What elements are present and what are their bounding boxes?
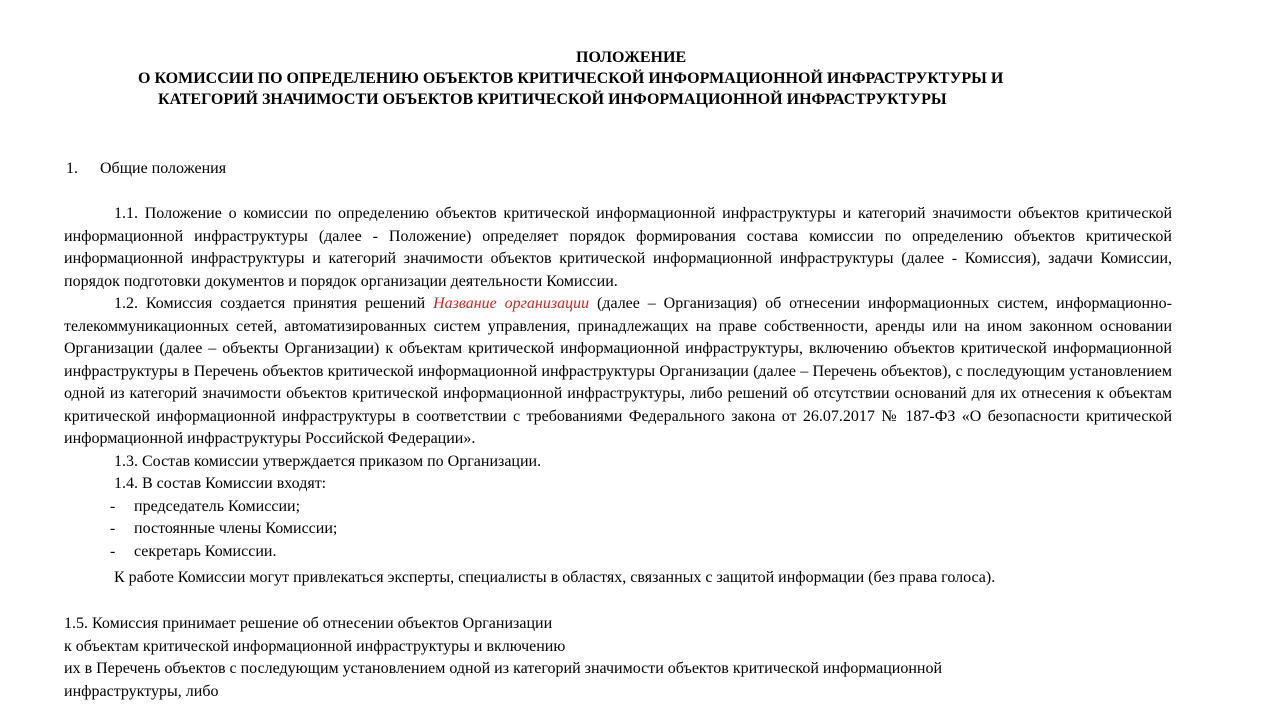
list-bullet: - [110, 497, 116, 515]
section-number: 1. [66, 160, 78, 177]
list-item [64, 541, 1172, 564]
experts-paragraph: К работе Комиссии могут привлекаться эксперты, специалисты в областях, связанных с защитой информации (без права голоса). [114, 569, 996, 586]
paragraph-1-5-line-1: 1.5. Комиссия принимает решение об отнесении объектов Организации [64, 615, 553, 632]
list-item-text: председатель Комиссии; [134, 497, 301, 515]
paragraph-1-2 [64, 293, 1172, 451]
paragraph-1-4: 1.4. В состав Комиссии входят: [114, 475, 327, 492]
organization-name-placeholder: Название организации [433, 295, 590, 312]
section-heading [66, 158, 226, 180]
paragraph-1-5-line-3: их в Перечень объектов с последующим установлением одной из категорий значимости объектов критической информационной [64, 660, 943, 677]
paragraph-1-2-rest: (далее – Организация) об отнесении информационных систем, информационно-телекоммуникационных сетей, автоматизированных систем управления, принадлежащих на праве собственности, аренды или на ином законном основании Организации (далее – объекты Организации) к объектам критической информационной инфраструктуры, включению объектов критической информационной инфраструктуры в Перечень объектов критической информационной инфраструктуры Организации (далее – Перечень объектов), с последующим установлением одной из категорий значимости объектов критической информационной инфраструктуры, либо решений об отсутствии оснований для их отнесения к объектам критической информационной инфраструктуры в соответствии с требованиями Федерального закона от 26.07.2017 № 187-ФЗ «О безопасности критической информационной инфраструктуры Российской Федерации». [64, 295, 1173, 447]
paragraph-1-5-line-2: к объектам критической информационной инфраструктуры и включению [64, 637, 566, 655]
title-line-1: ПОЛОЖЕНИЕ [576, 49, 687, 66]
title-line-3: КАТЕГОРИЙ ЗНАЧИМОСТИ ОБЪЕКТОВ КРИТИЧЕСКОЙ ИНФОРМАЦИОННОЙ ИНФРАСТРУКТУРЫ [158, 91, 947, 108]
list-bullet: - [110, 520, 116, 537]
list-item [64, 518, 1172, 541]
paragraph-1-5-line-4: инфраструктуры, либо [64, 682, 219, 700]
section-title: Общие положения [100, 160, 227, 177]
list-item [64, 496, 1172, 519]
paragraph-1-3: 1.3. Состав комиссии утверждается приказом по Организации. [114, 452, 542, 470]
paragraph-1-1: 1.1. Положение о комиссии по определению объектов критической информационной инфраструктуры и категорий значимости объектов критической информационной инфраструктуры (далее - Положение) определяет порядок формирования состава комиссии по определению объектов критической информационной инфраструктуры и категорий значимости объектов критической информационной инфраструктуры (далее - Комиссия), задачи Комиссии, порядок подготовки документов и порядок организации деятельности Комиссии. [64, 205, 1172, 290]
title-line-2: О КОМИССИИ ПО ОПРЕДЕЛЕНИЮ ОБЪЕКТОВ КРИТИЧЕСКОЙ ИНФОРМАЦИОННОЙ ИНФРАСТРУКТУРЫ И [138, 70, 1004, 87]
paragraph-1-2-start: 1.2. Комиссия создается принятия решений [114, 295, 434, 312]
paragraph-1-5 [64, 613, 942, 703]
list-item-text: постоянные члены Комиссии; [134, 520, 338, 537]
list-item-text: секретарь Комиссии. [134, 542, 277, 560]
document-body [64, 203, 1172, 590]
document-title [0, 47, 1280, 110]
list-bullet: - [110, 542, 116, 560]
